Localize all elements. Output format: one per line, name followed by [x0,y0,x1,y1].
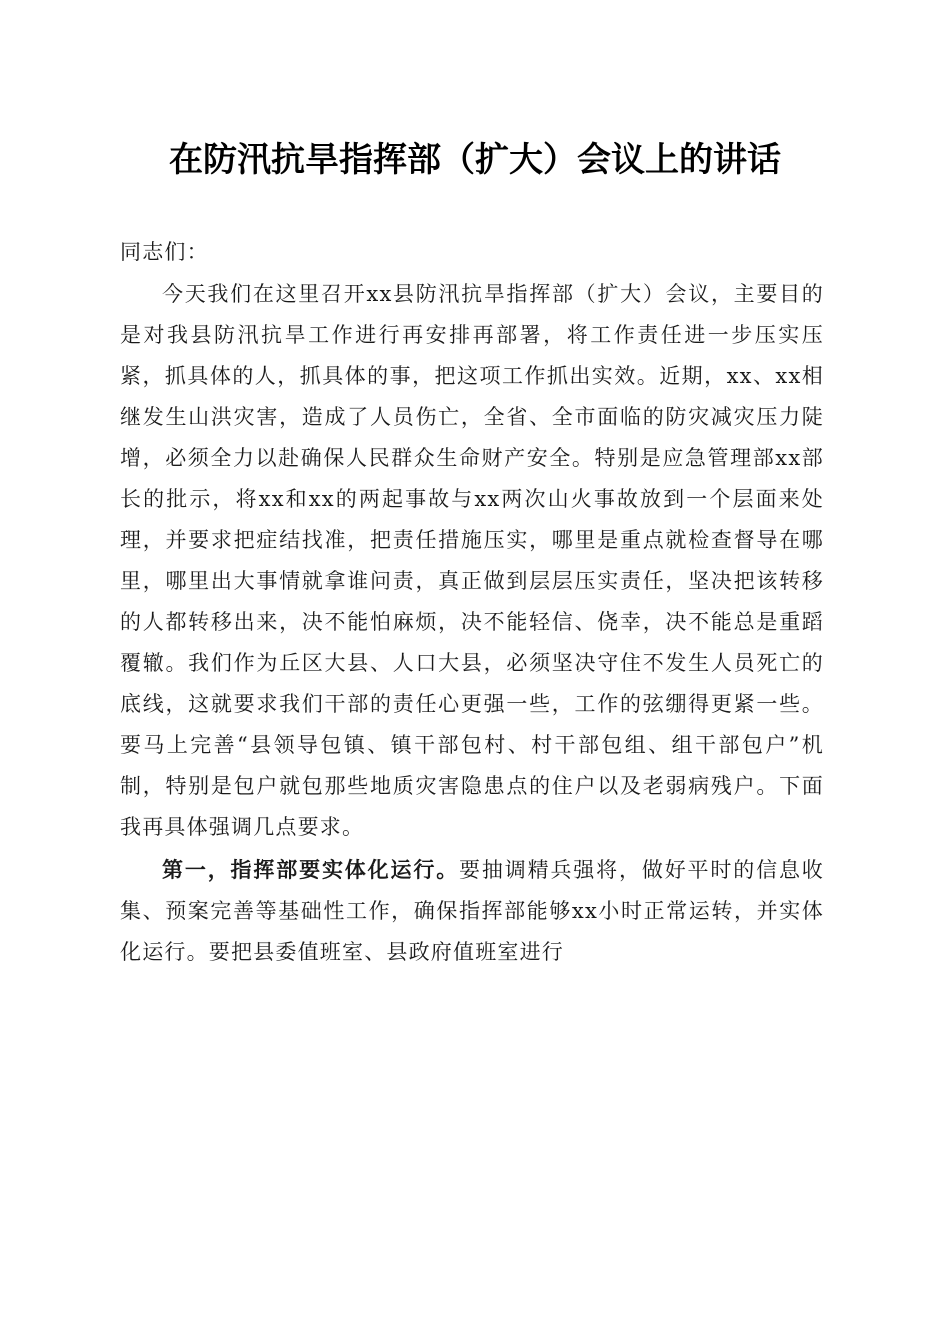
paragraph-2-text: 要抽调精兵强将，做好平时的信息收集、预案完善等基础性工作，确保指挥部能够xx小时正常运转，并实体化运行。要把县委值班室、县政府值班室进行 [120,858,824,964]
salutation: 同志们： [120,240,209,264]
paragraph-2 [120,849,824,973]
document-body [120,232,824,974]
paragraph-1: 今天我们在这里召开xx县防汛抗旱指挥部（扩大）会议，主要目的是对我县防汛抗旱工作进行再安排再部署，将工作责任进一步压实压紧，抓具体的人，抓具体的事，把这项工作抓出实效。近期，xx、xx相继发生山洪灾害，造成了人员伤亡，全省、全市面临的防灾减灾压力陡增，必须全力以赴确保人民群众生命财产安全。特别是应急管理部xx部长的批示，将xx和xx的两起事故与xx两次山火事故放到一个层面来处理，并要求把症结找准，把责任措施压实，哪里是重点就检查督导在哪里，哪里出大事情就拿谁问责，真正做到层层压实责任，坚决把该转移的人都转移出来，决不能怕麻烦，决不能轻信、侥幸，决不能总是重蹈覆辙。我们作为丘区大县、人口大县，必须坚决守住不发生人员死亡的底线，这就要求我们干部的责任心更强一些，工作的弦绷得更紧一些。要马上完善“县领导包镇、镇干部包村、村干部包组、组干部包户”机制，特别是包户就包那些地质灾害隐患点的住户以及老弱病残户。下面我再具体强调几点要求。 [120,282,824,839]
document-title: 在防汛抗旱指挥部（扩大）会议上的讲话 [169,140,781,180]
paragraph-2-heading: 第一，指挥部要实体化运行。 [162,857,460,882]
